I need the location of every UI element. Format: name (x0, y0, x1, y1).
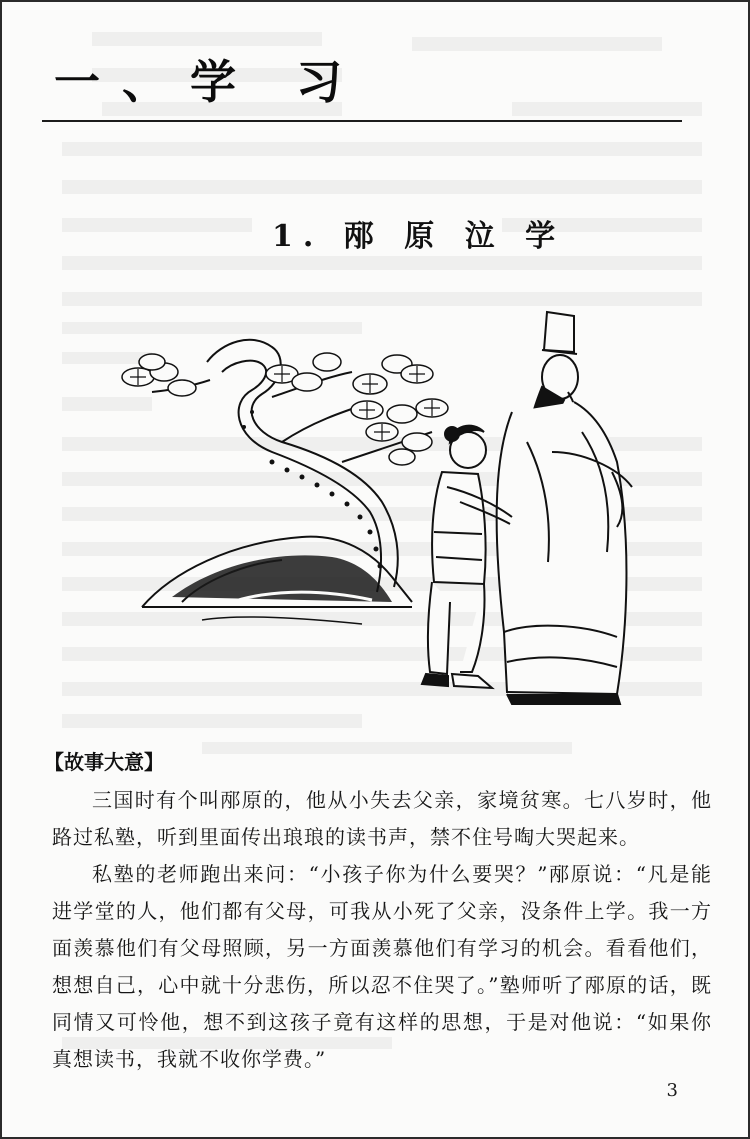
section-title: 一、学 习 (54, 55, 365, 109)
scholar-figure-drawing (497, 312, 632, 704)
summary-paragraph: 三国时有个叫邴原的，他从小失去父亲，家境贫寒。七八岁时，他路过私塾，听到里面传出琅琅的读书声，禁不住号啕大哭起来。 (52, 788, 712, 849)
illustration-scholar-and-child (112, 302, 652, 732)
section-divider (42, 120, 682, 122)
story-summary-heading: 【故事大意】 (44, 750, 164, 774)
story-title: 1. 邴 原 泣 学 (272, 219, 566, 254)
story-summary-body (52, 782, 712, 1078)
summary-paragraph: 私塾的老师跑出来问：“小孩子你为什么要哭？”邴原说：“凡是能进学堂的人，他们都有父母，可我从小死了父亲，没条件上学。我一方面羡慕他们有父母照顾，另一方面羡慕他们有学习的机会。看看他们，想想自己，心中就十分悲伤，所以忍不住哭了。”塾师听了邴原的话，既同情又可怜他，想不到这孩子竟有这样的思想，于是对他说：“如果你真想读书，我就不收你学费。” (52, 862, 712, 1071)
page-number: 3 (666, 1080, 678, 1101)
pine-needles-drawing (122, 353, 448, 465)
